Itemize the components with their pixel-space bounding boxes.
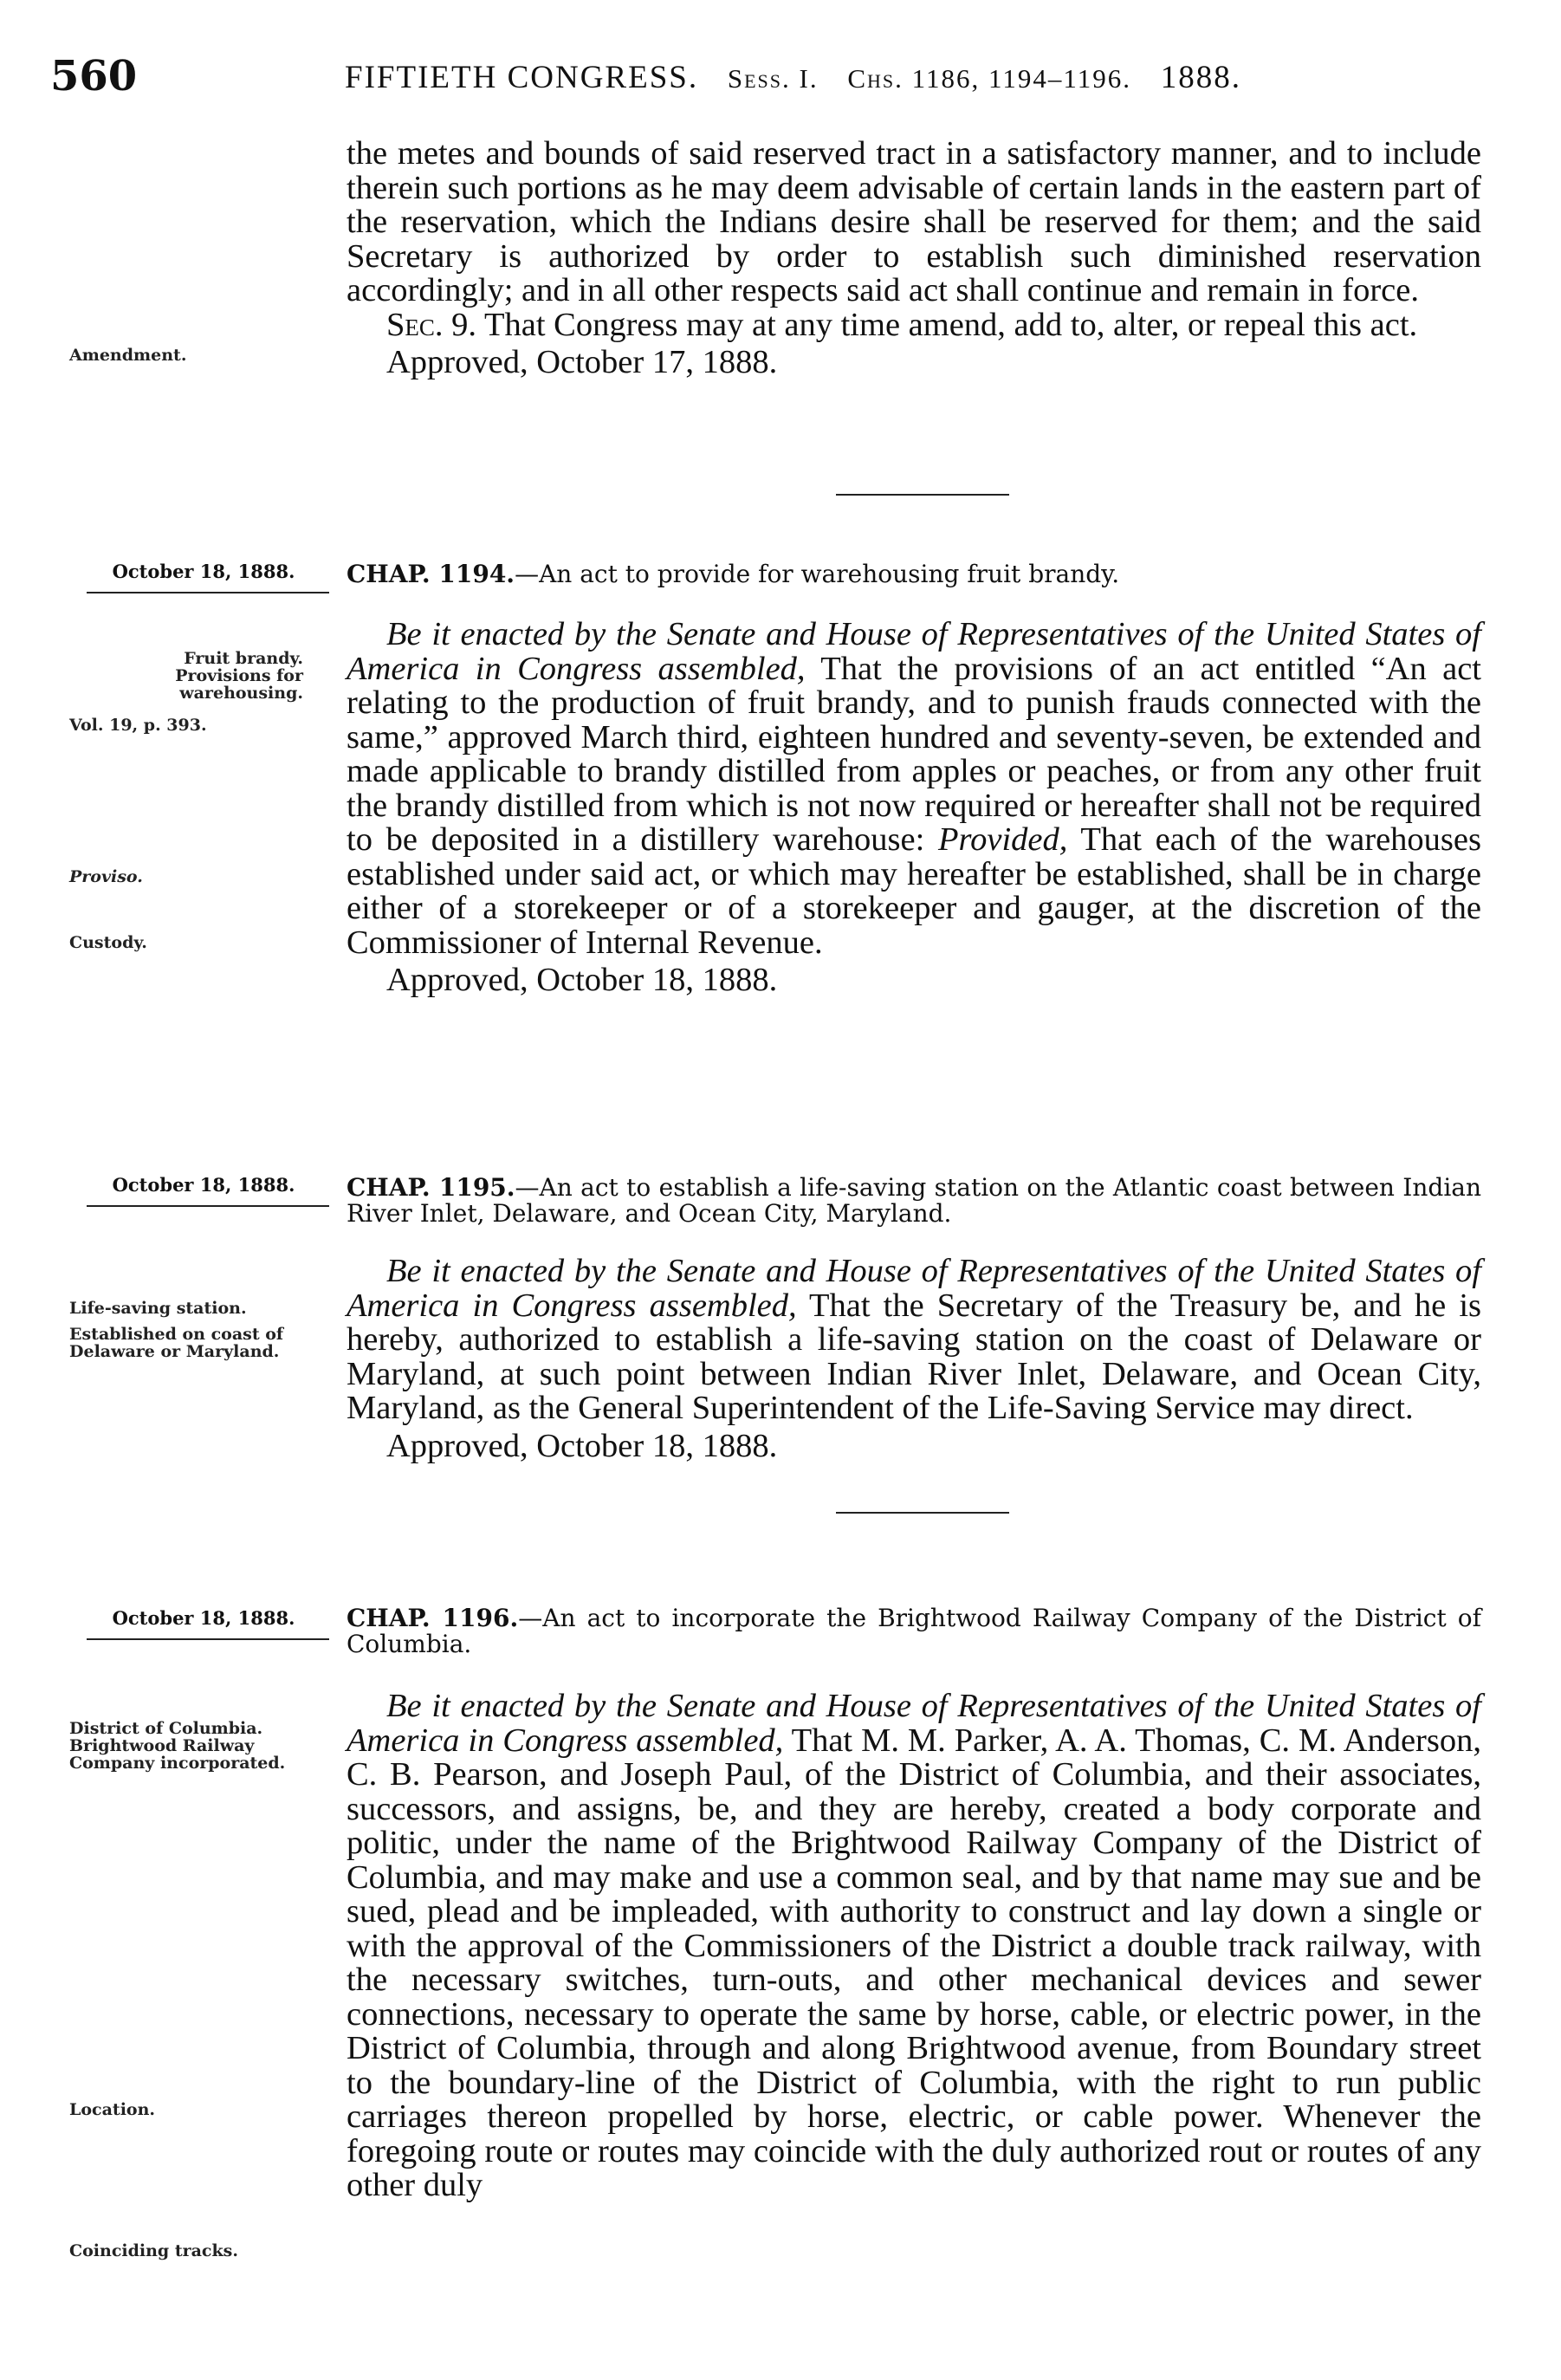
chapter-date: October 18, 1888. bbox=[112, 561, 295, 582]
header-session: Sess. I. bbox=[727, 63, 819, 94]
margin-note-amendment: Amendment. bbox=[69, 346, 187, 365]
header-year: 1888. bbox=[1160, 60, 1241, 95]
page-number: 560 bbox=[50, 52, 138, 101]
section-separator bbox=[836, 1512, 1009, 1514]
chapter-1194-body bbox=[347, 618, 1481, 998]
continuation-block bbox=[347, 137, 1481, 380]
chapter-label: CHAP. 1194. bbox=[347, 560, 515, 588]
margin-note-established: Established on coast of Delaware or Maryland. bbox=[69, 1325, 284, 1361]
margin-note-provisions: Provisions for warehousing. bbox=[175, 666, 303, 703]
approved-line: Approved, October 18, 1888. bbox=[386, 962, 778, 998]
header-title bbox=[345, 59, 1241, 96]
chapter-1195-paragraph bbox=[347, 1255, 1481, 1426]
margin-note-fruit-brandy: Fruit brandy. bbox=[184, 649, 303, 668]
sec9-label: Sec. 9. bbox=[386, 306, 477, 343]
chapter-1195-body bbox=[347, 1255, 1481, 1463]
margin-note-district: District of Columbia. Brightwood Railway Company incorporated. bbox=[69, 1719, 286, 1773]
continuation-paragraph: the metes and bounds of said reserved tract in a satisfactory manner, and to include therein such portions as he may deem advisable of certain lands in the eastern part of the reservation, which the Indians desire shall be reserved for them; and the said Secretary is authorized by order to establish such diminished reservation accordingly; and in all other respects said act shall continue and remain in force. bbox=[347, 135, 1481, 308]
chapter-title: —An act to incorporate the Brightwood Railway Company of the District of Columbia. bbox=[347, 1604, 1482, 1658]
margin-note-custody: Custody. bbox=[69, 933, 147, 952]
section-separator bbox=[836, 494, 1009, 496]
provided-word: Provided, bbox=[938, 821, 1068, 858]
chapter-date: October 18, 1888. bbox=[112, 1607, 295, 1629]
chapter-title: —An act to establish a life-saving station on the Atlantic coast between Indian River Inlet, Delaware, and Ocean City, Maryland. bbox=[347, 1173, 1481, 1228]
chapter-1194-text-2: That each of the warehouses established under said act, or which may hereafter be established, shall be in charge either of a storekeeper or of a storekeeper and gauger, at the discretion of the Commissioner of Internal Revenue. bbox=[347, 821, 1481, 961]
running-head bbox=[50, 52, 1488, 113]
header-chapters: Chs. 1186, 1194–1196. bbox=[847, 63, 1131, 94]
chapter-1196-paragraph bbox=[347, 1689, 1481, 2203]
approved-line: Approved, October 18, 1888. bbox=[386, 1427, 778, 1464]
chapter-heading bbox=[347, 561, 1481, 587]
chapter-1196-body bbox=[347, 1689, 1481, 2203]
enacting-clause: Be it enacted by the Senate and House of Representatives of the United States of America in Congress assembled, bbox=[347, 616, 1481, 687]
chapter-date-rule bbox=[87, 1205, 329, 1207]
chapter-date-rule bbox=[87, 1638, 329, 1640]
margin-note-life-saving: Life-saving station. bbox=[69, 1299, 247, 1318]
chapter-date: October 18, 1888. bbox=[112, 1174, 295, 1196]
enacting-clause: Be it enacted by the Senate and House of Representatives of the United States of America in Congress assembled, bbox=[347, 1253, 1481, 1324]
margin-note-proviso: Proviso. bbox=[69, 867, 143, 886]
margin-note-vol: Vol. 19, p. 393. bbox=[69, 716, 207, 735]
chapter-heading bbox=[347, 1175, 1481, 1227]
chapter-1196-text: That M. M. Parker, A. A. Thomas, C. M. Anderson, C. B. Pearson, and Joseph Paul, of the District of Columbia, and their associates, successors, and assigns, be, and they are hereby, created a body corporate and politic, under the name of the Brightwood Railway Company of the District of Columbia, and may make and use a common seal, and by that name may sue and be sued, plead and be impleaded, with authority to construct and lay down a single or with the approval of the Commissioners of the District a double track railway, with the necessary switches, turn-outs, and other mechanical devices and sewer connections, necessary to operate the same by horse, cable, or electric power, in the District of Columbia, through and along Brightwood avenue, from Boundary street to the boundary-line of the District of Columbia, with the right to run public carriages thereon propelled by horse, electric, or cable power. Whenever the foregoing route or routes may coincide with the duly authorized rout or routes of any other duly bbox=[347, 1722, 1481, 2203]
chapter-title: —An act to provide for warehousing fruit brandy. bbox=[515, 560, 1120, 588]
chapter-1195-text: That the Secretary of the Treasury be, and he is hereby, authorized to establish a life-saving station on the coast of Delaware or Maryland, at such point between Indian River Inlet, Delaware, and Ocean City, Maryland, as the General Superintendent of the Life-Saving Service may direct. bbox=[347, 1287, 1482, 1426]
chapter-1194-text: That the provisions of an act entitled “An act relating to the production of fruit brandy, and to punish frauds connected with the same,” approved March third, eighteen hundred and seventy-seven, be extended and made applicable to brandy distilled from apples or peaches, or from any other fruit the brandy distilled from which is not now required or hereafter shall not be required to be deposited in a distillery warehouse: bbox=[347, 650, 1481, 858]
sec9-text: That Congress may at any time amend, add to, alter, or repeal this act. bbox=[476, 306, 1418, 343]
chapter-heading bbox=[347, 1605, 1481, 1657]
header-congress: FIFTIETH CONGRESS. bbox=[345, 60, 699, 95]
enacting-clause: Be it enacted by the Senate and House of Representatives of the United States of America in Congress assembled, bbox=[347, 1688, 1481, 1759]
margin-note-coinciding: Coinciding tracks. bbox=[69, 2241, 238, 2260]
margin-note-location: Location. bbox=[69, 2100, 156, 2119]
chapter-label: CHAP. 1195. bbox=[347, 1173, 515, 1202]
chapter-1194-paragraph bbox=[347, 618, 1481, 960]
chapter-label: CHAP. 1196. bbox=[347, 1604, 519, 1632]
chapter-date-rule bbox=[87, 592, 329, 593]
sec9-paragraph bbox=[347, 308, 1481, 343]
approved-line: Approved, October 17, 1888. bbox=[386, 344, 778, 380]
